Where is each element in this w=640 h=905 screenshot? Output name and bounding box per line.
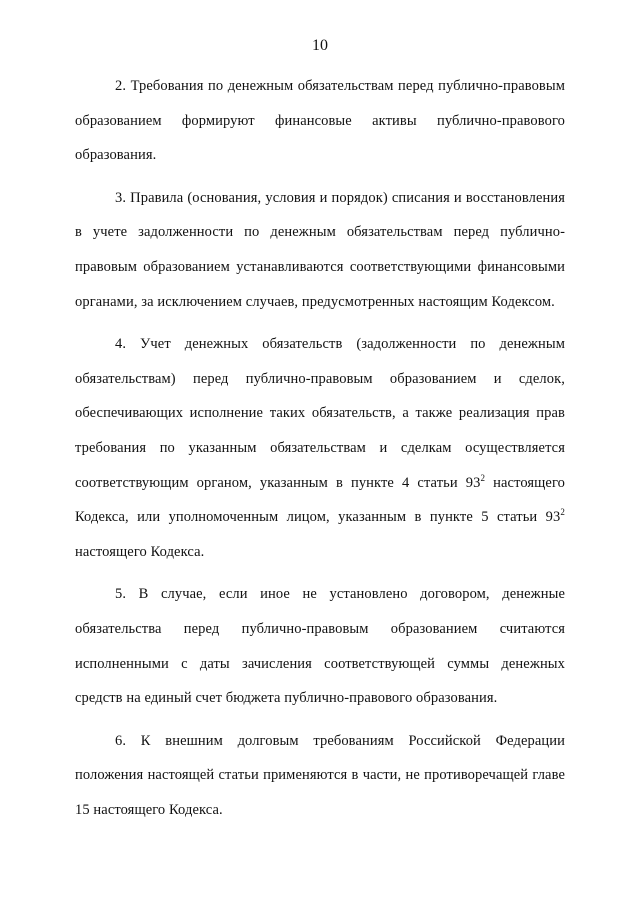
- paragraph-text: 2. Требования по денежным обязательствам перед публично-правовым образованием формируют финансовые активы публично-правового образования.: [75, 78, 565, 164]
- paragraph-6: [75, 724, 565, 828]
- paragraph-text: настоящего Кодекса.: [75, 543, 205, 560]
- paragraph-5: [75, 577, 565, 715]
- page-number: 10: [312, 37, 328, 54]
- superscript: 2: [480, 472, 486, 483]
- paragraph-2: [75, 69, 565, 173]
- paragraph-text: 5. В случае, если иное не установлено договором, денежные обязательства перед публично-правовым образованием считаются исполненными с даты зачисления соответствующей суммы денежных средств на единый счет бюджета публично-правового образования.: [75, 586, 565, 707]
- paragraph-text: 6. К внешним долговым требованиям Российской Федерации положения настоящей статьи применяются в части, не противоречащей главе 15 настоящего Кодекса.: [75, 732, 565, 818]
- paragraph-4: [75, 327, 565, 569]
- superscript: 2: [560, 507, 565, 518]
- paragraph-text: 4. Учет денежных обязательств (задолженности по денежным обязательствам) перед публично-правовым образованием и сделок, обеспечивающих исполнение таких обязательств, а также реализация прав требования по указанным обязательствам и сделкам осуществляется соответствующим органом, указанным в пункте 4 статьи 93: [75, 336, 565, 491]
- paragraph-text: настоящего Кодекса, или уполномоченным лицом, указанным в пункте 5 статьи 93: [75, 474, 565, 526]
- paragraph-text: 3. Правила (основания, условия и порядок) списания и восстановления в учете задолженности по денежным обязательствам перед публично-правовым образованием устанавливаются соответствующими финансовыми органами, за исключением случаев, предусмотренных настоящим Кодексом.: [75, 189, 565, 310]
- document-body: [75, 69, 565, 835]
- paragraph-3: [75, 181, 565, 319]
